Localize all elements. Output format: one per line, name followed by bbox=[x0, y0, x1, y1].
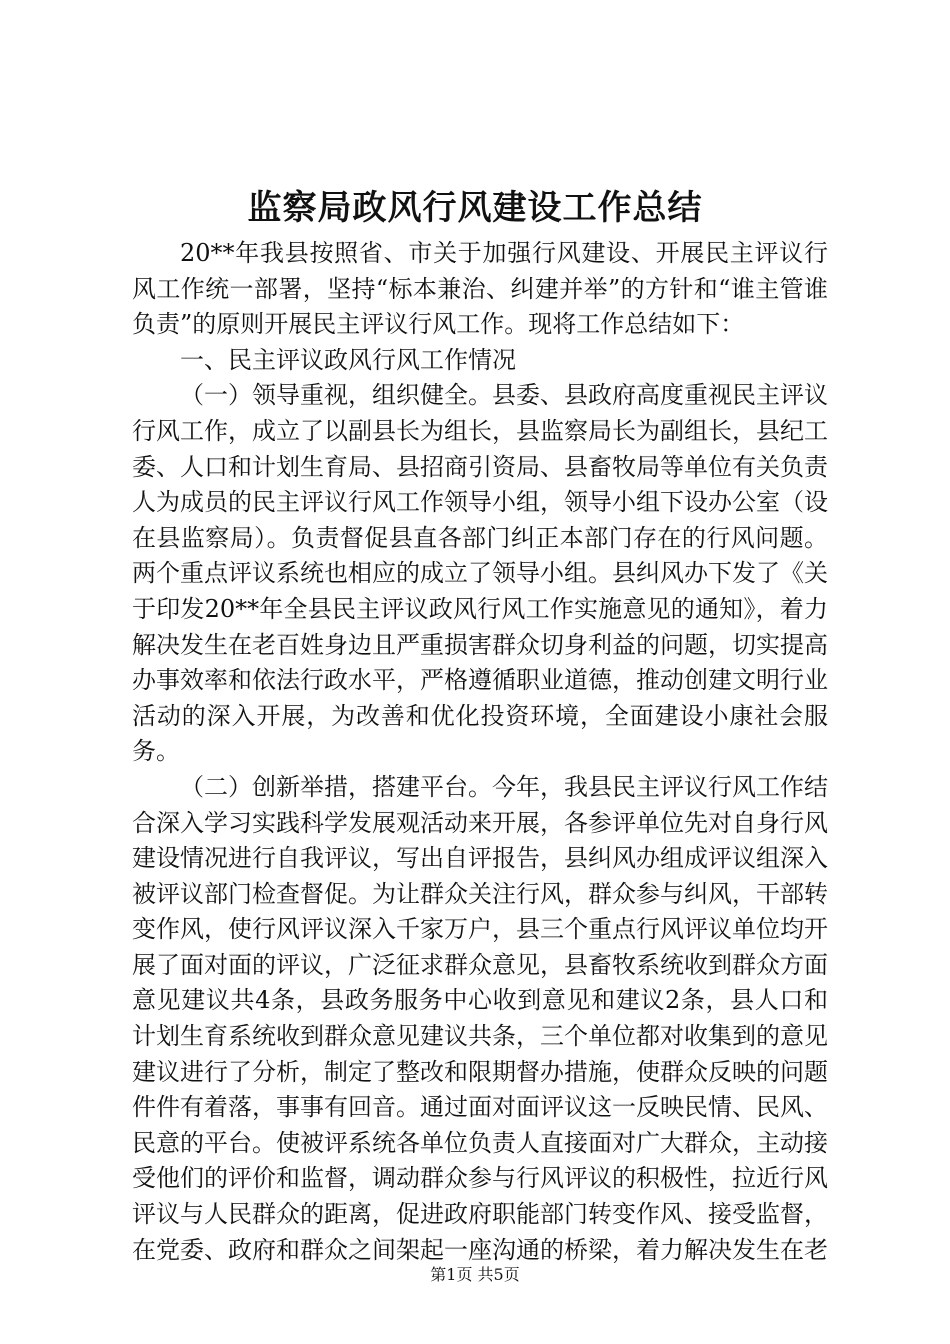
section-heading: 一、民主评议政风行风工作情况 bbox=[180, 345, 516, 374]
intro-paragraph: 20**年我县按照省、市关于加强行风建设、开展民主评议行风工作统一部署，坚持“标本兼治、纠建并举”的方针和“谁主管谁负责”的原则开展民主评议行风工作。现将工作总结如下： bbox=[132, 239, 828, 339]
body-paragraph: （二）创新举措，搭建平台。今年，我县民主评议行风工作结合深入学习实践科学发展观活动来开展，各参评单位先对自身行风建设情况进行自我评议，写出自评报告，县纠风办组成评议组深入被评议部门检查督促。为让群众关注行风，群众参与纠风，干部转变作风，使行风评议深入千家万户，县三个重点行风评议单位均开展了面对面的评议，广泛征求群众意见，县畜牧系统收到群众方面意见建议共4条，县政务服务中心收到意见和建议2条，县人口和计划生育系统收到群众意见建议共条，三个单位都对收集到的意见建议进行了分析，制定了整改和限期督办措施，使群众反映的问题件件有着落，事事有回音。通过面对面评议这一反映民情、民风、民意的平台。使被评系统各单位负责人直接面对广大群众，主动接受他们的评价和监督，调动群众参与行风评议的积极性，拉近行风评议与人民群众的距离，促进政府职能部门转变作风、接受监督，在党委、政府和群众之间架起一座沟通的桥梁，着力解决发生在老 bbox=[132, 772, 828, 1264]
document-title: 监察局政风行风建设工作总结 bbox=[247, 188, 703, 228]
page-footer: 第1页 共5页 bbox=[430, 1265, 520, 1284]
body-paragraph: （一）领导重视，组织健全。县委、县政府高度重视民主评议行风工作，成立了以副县长为组长，县监察局长为副组长，县纪工委、人口和计划生育局、县招商引资局、县畜牧局等单位有关负责人为成员的民主评议行风工作领导小组，领导小组下设办公室（设在县监察局）。负责督促县直各部门纠正本部门存在的行风问题。两个重点评议系统也相应的成立了领导小组。县纠风办下发了《关于印发20**年全县民主评议政风行风工作实施意见的通知》，着力解决发生在老百姓身边且严重损害群众切身利益的问题，切实提高办事效率和依法行政水平，严格遵循职业道德，推动创建文明行业活动的深入开展，为改善和优化投资环境，全面建设小康社会服务。 bbox=[132, 381, 828, 766]
document-body bbox=[132, 236, 828, 1268]
